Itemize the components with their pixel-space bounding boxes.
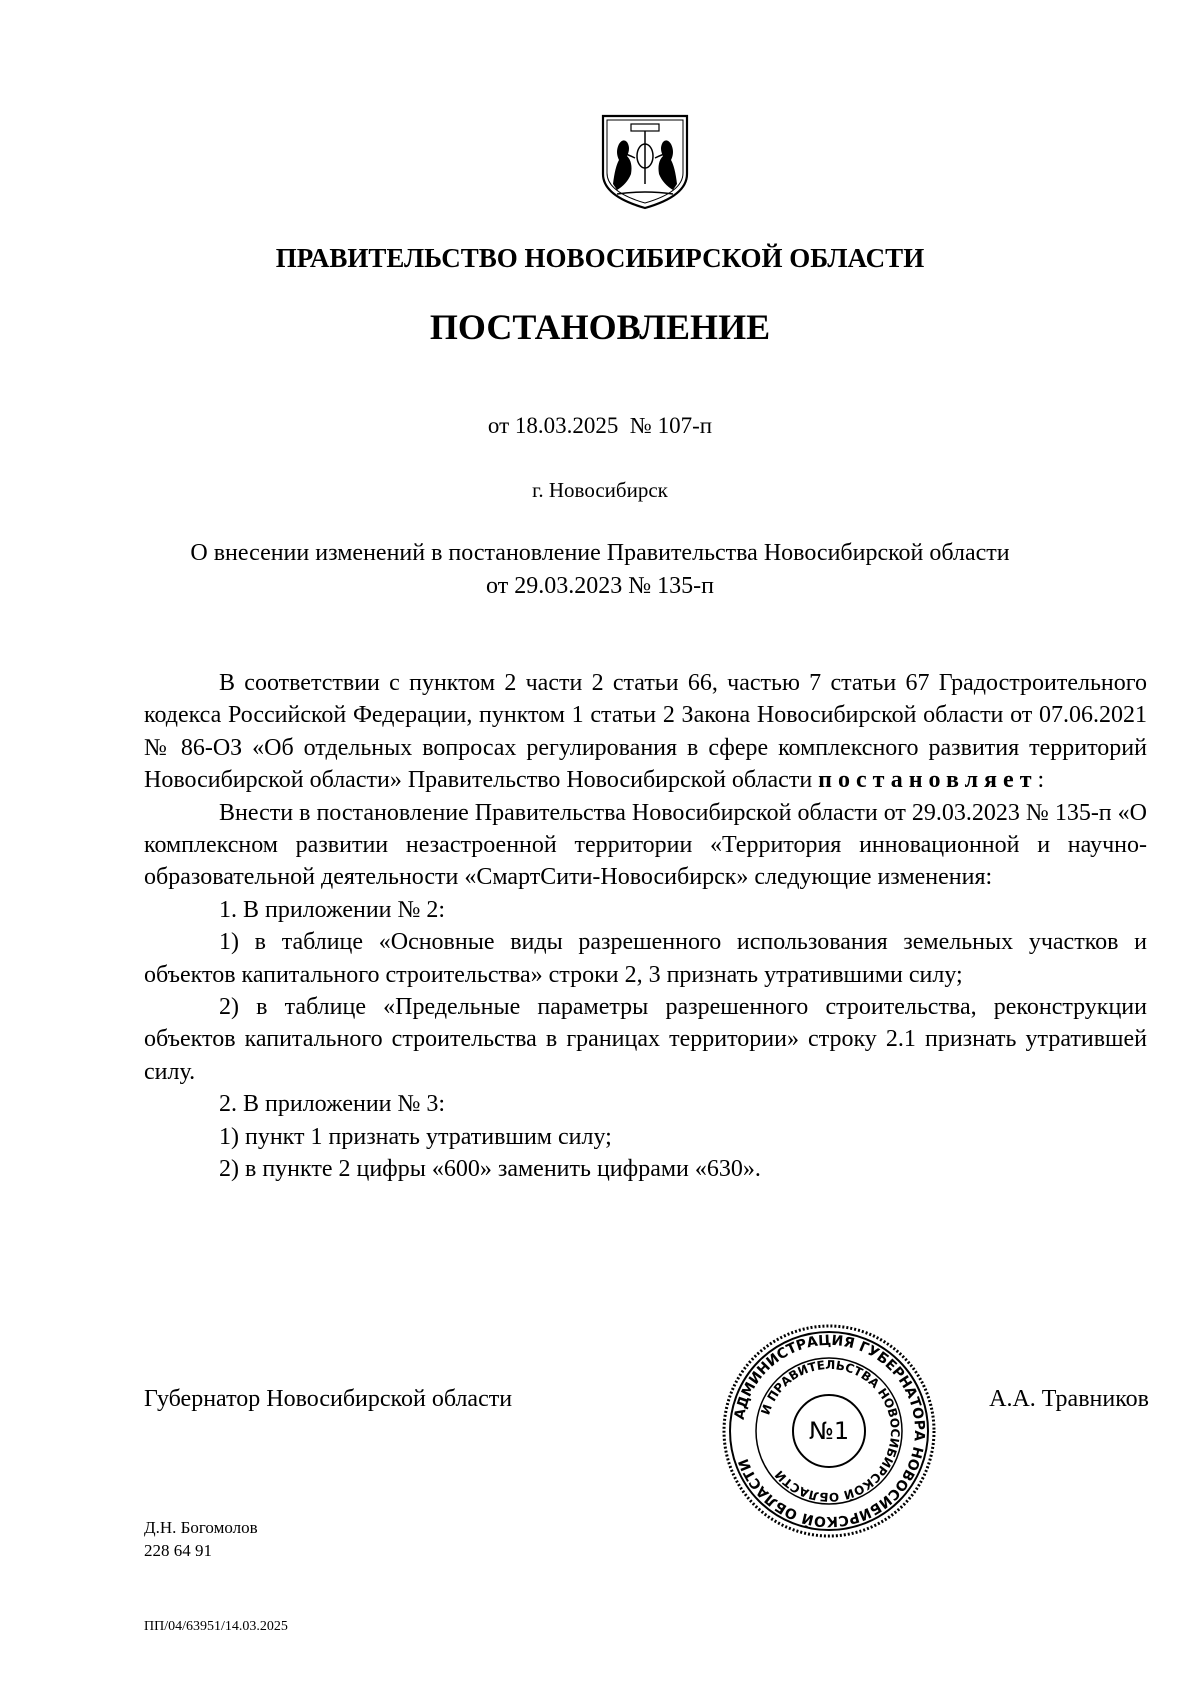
body-paragraph-amend: Внести в постановление Правительства Новосибирской области от 29.03.2023 № 135-п «О комплексном развитии незастроенной территории «Территория инновационной и научно-образовательной деятельности «СмартСити-Новосибирск» следующие изменения: xyxy=(144,799,1147,891)
body-paragraph-annex3: 2. В приложении № 3: xyxy=(219,1091,446,1118)
date-and-number: от 18.03.2025 № 107-п xyxy=(487,413,713,438)
body-paragraph-annex3-item2: 2) в пункте 2 цифры «600» заменить цифрами «630». xyxy=(219,1156,761,1183)
body-paragraph-annex3-item1: 1) пункт 1 признать утратившим силу; xyxy=(219,1123,612,1150)
resolves-emphasis: постановляет xyxy=(818,767,1038,794)
document-type: ПОСТАНОВЛЕНИЕ xyxy=(429,307,771,347)
seal-number: №1 xyxy=(808,1417,850,1445)
seal-outer-text: АДМИНИСТРАЦИЯ ГУБЕРНАТОРА НОВОСИБИРСКОЙ ОБЛАСТИ xyxy=(731,1332,928,1530)
body-paragraph-annex2-item1: 1) в таблице «Основные виды разрешенного использования земельных участков и объектов капитального строительства» строки 2, 3 признать утратившими силу; xyxy=(144,929,1147,988)
body-paragraph-annex2: 1. В приложении № 2: xyxy=(219,896,446,923)
document-code: ПП/04/63951/14.03.2025 xyxy=(144,1619,288,1634)
official-seal xyxy=(720,1322,938,1540)
signatory-position: Губернатор Новосибирской области xyxy=(144,1386,513,1412)
title-line-2: от 29.03.2023 № 135-п xyxy=(486,573,714,599)
executor-phone: 228 64 91 xyxy=(144,1541,212,1560)
document-body xyxy=(144,667,1147,1186)
executor-name: Д.Н. Богомолов xyxy=(144,1518,258,1537)
organization-name: ПРАВИТЕЛЬСТВО НОВОСИБИРСКОЙ ОБЛАСТИ xyxy=(275,243,925,273)
signatory-name: А.А. Травников xyxy=(989,1386,1149,1412)
city: г. Новосибирск xyxy=(532,478,668,502)
executor-info xyxy=(144,1516,258,1562)
seal-inner-text: И ПРАВИТЕЛЬСТВА НОВОСИБИРСКОЙ ОБЛАСТИ xyxy=(758,1357,903,1505)
coat-of-arms-icon xyxy=(597,112,693,212)
document-title xyxy=(0,537,1200,603)
body-paragraph-preamble: В соответствии с пунктом 2 части 2 статьи 66, частью 7 статьи 67 Градостроительного кодекса Российской Федерации, пунктом 1 статьи 2 Закона Новосибирской области от 07.06.2021 № 86-ОЗ «Об отдельных вопросах регулирования в сфере комплексного развития территорий Новосибирской области» Правительство Новосибирской области постановляет: xyxy=(144,670,1147,794)
body-paragraph-annex2-item2: 2) в таблице «Предельные параметры разрешенного строительства, реконструкции объектов капитального строительства в границах территории» строку 2.1 признать утратившей силу. xyxy=(144,994,1147,1085)
title-line-1: О внесении изменений в постановление Правительства Новосибирской области xyxy=(190,540,1010,566)
